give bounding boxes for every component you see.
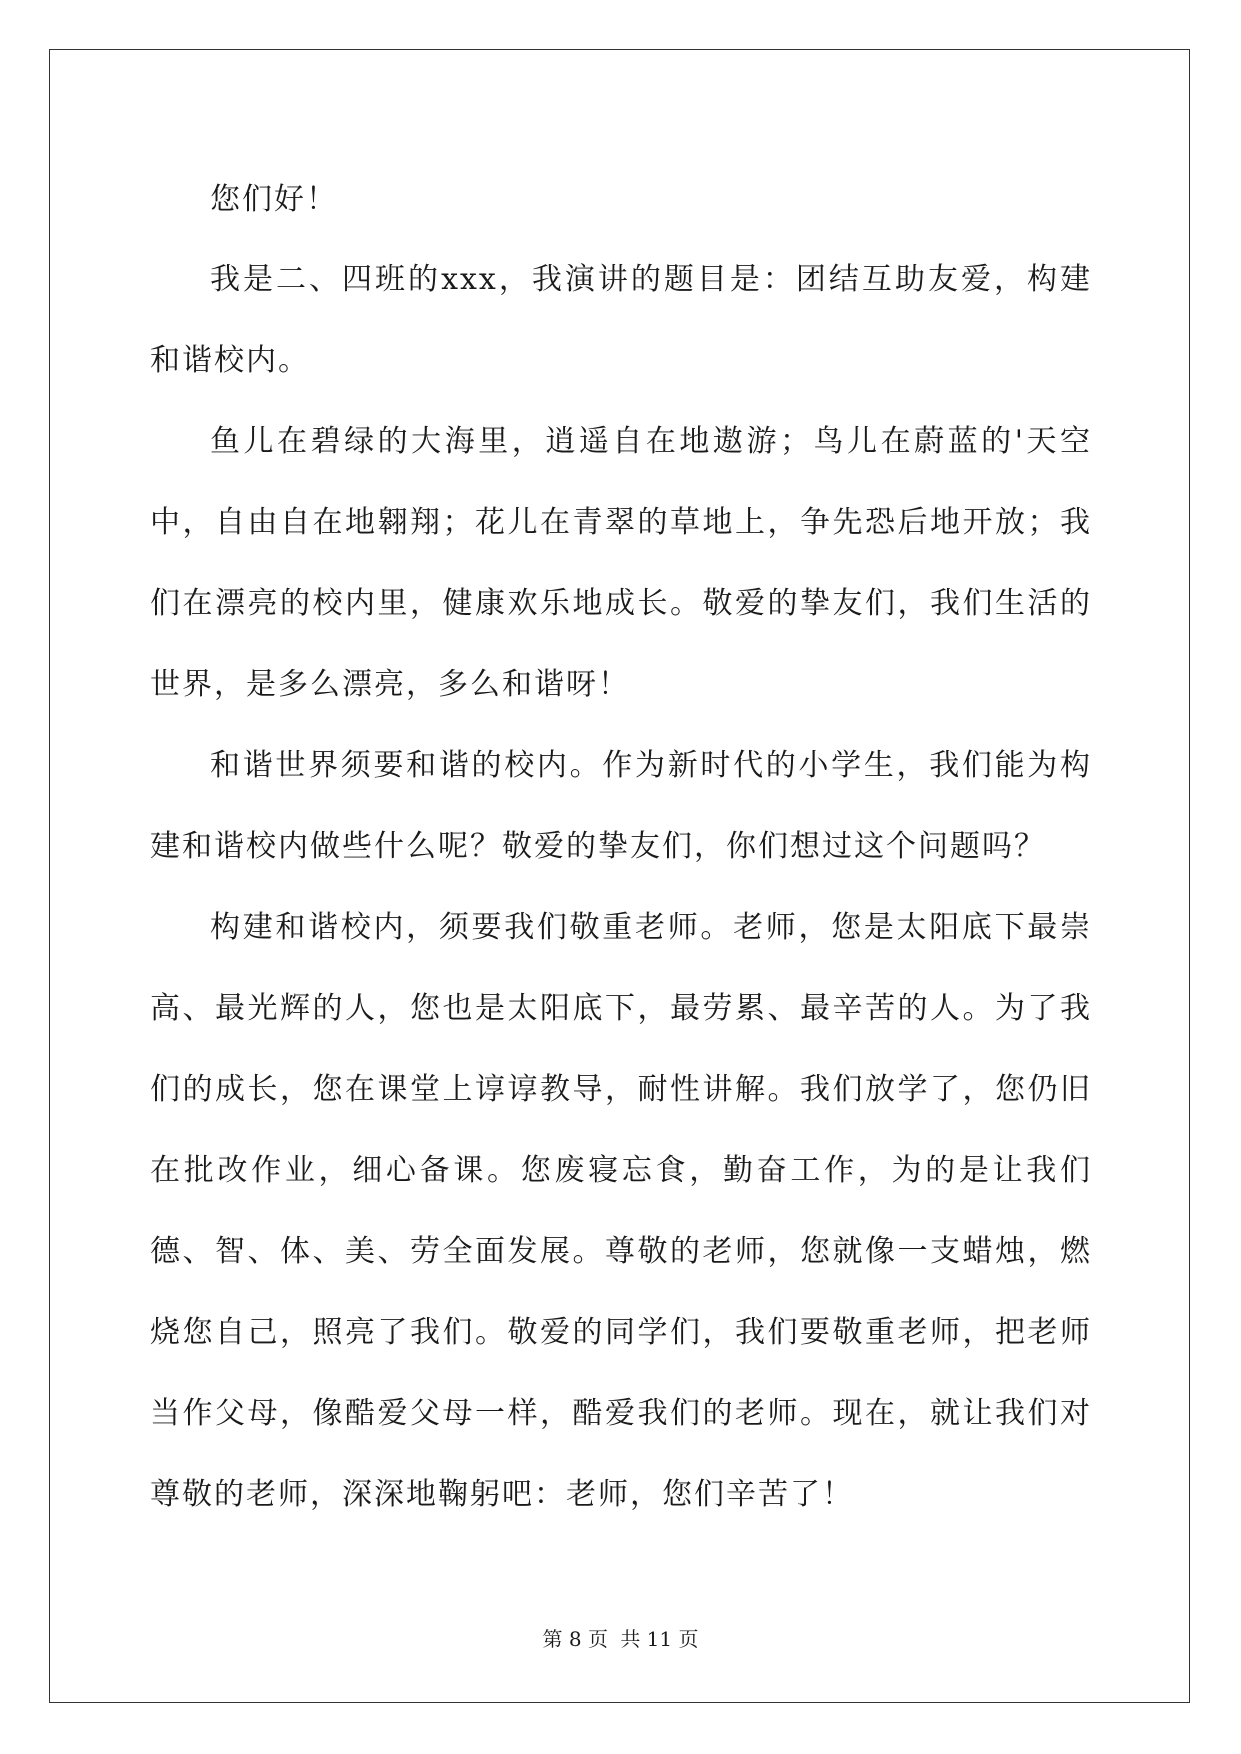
paragraph-greeting: 您们好！ — [210, 182, 338, 217]
page-footer — [0, 1623, 1241, 1652]
paragraph-intro: 我是二、四班的xxx，我演讲的题目是：团结互助友爱，构建和谐校内。 — [150, 262, 1092, 378]
paragraph-harmony: 和谐世界须要和谐的校内。作为新时代的小学生，我们能为构建和谐校内做些什么呢？敬爱的挚友们，你们想过这个问题吗？ — [150, 748, 1092, 864]
paragraph-teachers: 构建和谐校内，须要我们敬重老师。老师，您是太阳底下最崇高、最光辉的人，您也是太阳底下，最劳累、最辛苦的人。为了我们的成长，您在课堂上谆谆教导，耐性讲解。我们放学了，您仍旧在批改作业，细心备课。您废寝忘食，勤奋工作，为的是让我们德、智、体、美、劳全面发展。尊敬的老师，您就像一支蜡烛，燃烧您自己，照亮了我们。敬爱的同学们，我们要敬重老师，把老师当作父母，像酷爱父母一样，酷爱我们的老师。现在，就让我们对尊敬的老师，深深地鞠躬吧：老师，您们辛苦了！ — [150, 910, 1092, 1512]
page-number: 第 8 页 — [542, 1627, 608, 1651]
document-body — [150, 160, 1092, 1535]
page-total: 共 11 页 — [620, 1627, 699, 1651]
paragraph-nature: 鱼儿在碧绿的大海里，逍遥自在地遨游；鸟儿在蔚蓝的'天空中，自由自在地翱翔；花儿在青翠的草地上，争先恐后地开放；我们在漂亮的校内里，健康欢乐地成长。敬爱的挚友们，我们生活的世界，是多么漂亮，多么和谐呀！ — [150, 424, 1092, 702]
